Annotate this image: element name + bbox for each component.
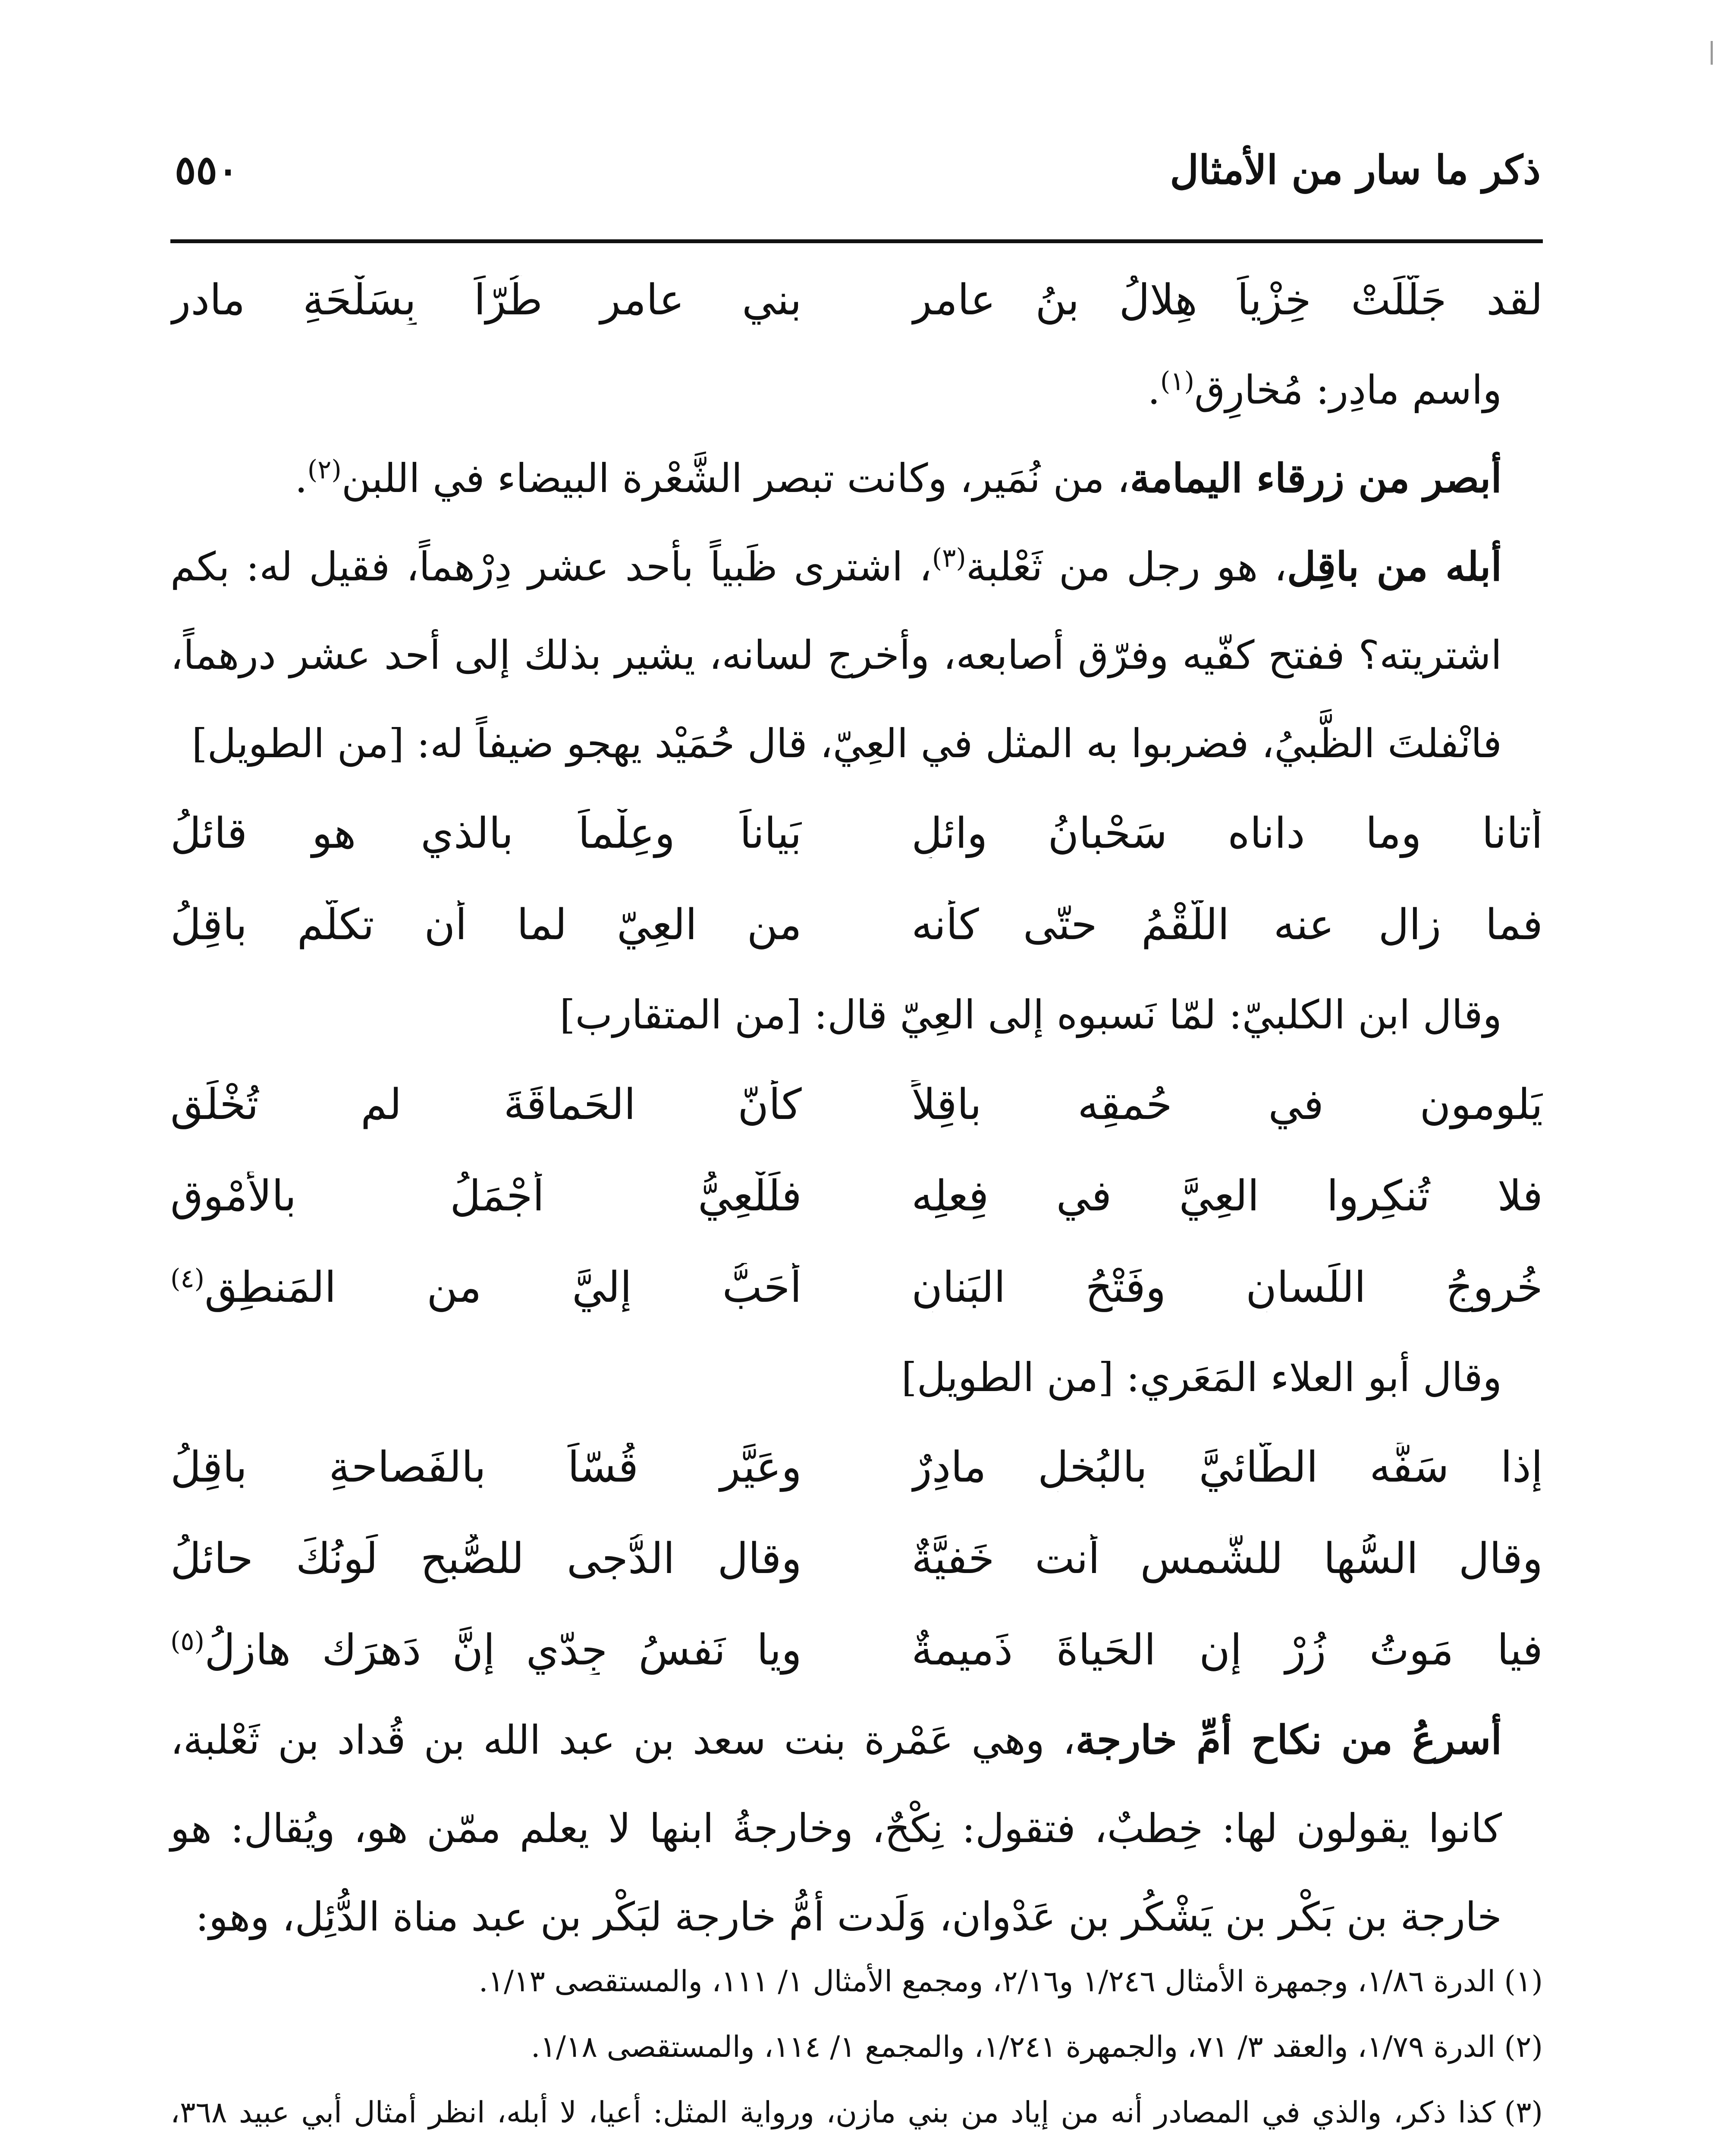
verse-line [170, 1604, 1543, 1696]
verse-second-hemistich: بَياناً وعِلْماً بالذي هو قائلُ [170, 809, 802, 858]
verse-first-hemistich: فيا مَوتُ زُرْ إن الحَياةَ ذَميمةٌ [911, 1626, 1543, 1675]
proverb-heading: أبله من باقِل [1287, 543, 1502, 590]
verse-first-hemistich: لقد جَلَّلَتْ خِزْياً هِلالُ بنُ عامرٍ [911, 276, 1543, 325]
paragraph-maarri: وقال أبو العلاء المَعَري: [من الطويل] [901, 1354, 1502, 1401]
footnote-number: (١) [1504, 1965, 1543, 1999]
footnote [170, 1949, 1543, 2015]
footnote-ref: (١) [1160, 366, 1194, 397]
verse-line [170, 1513, 1543, 1604]
verse-first-hemistich: إذا سَفَّه الطّائيَّ بالبُخلِ مادِرٌ [911, 1443, 1543, 1492]
verse-line [170, 788, 1543, 879]
verse-line [170, 1059, 1543, 1150]
paragraph-text: ، من نُمَير، وكانت تبصر الشَّعْرة البيضاء في اللبن [341, 455, 1130, 501]
paragraph-madir [170, 346, 1543, 434]
verse-second-hemistich: بني عامرٍ طُرّاً بِسَلْحَةِ مادرِ [170, 276, 802, 325]
paragraph-text: واسم مادِر: مُخارِق [1194, 367, 1502, 413]
verse-line [170, 879, 1543, 971]
footnote-text: الدرة ١/٧٩، والعقد ٣/ ٧١، والجمهرة ١/٢٤١، والمجمع ١/ ١١٤، والمستقصى ١/١٨. [531, 2030, 1495, 2064]
verse-text: ويا نَفسُ جِدّي إنَّ دَهرَك هازلُ [204, 1626, 802, 1675]
verse-second-hemistich: من العِيّ لما أن تكلَّم باقِلُ [170, 900, 802, 950]
footnotes [170, 1949, 1543, 2156]
paragraph-ibn-kalbi: وقال ابن الكلبيّ: لمّا نَسبوه إلى العِيّ قال: [من المتقارب] [559, 992, 1502, 1038]
page-number: ٥٥٠ [175, 147, 239, 193]
proverb-heading: أبصر من زرقاء اليمامة [1130, 455, 1502, 501]
verse-second-hemistich: وعَيَّر قُسّاً بالفَصاحةِ باقِلُ [170, 1443, 802, 1492]
paragraph-umm-kharija [170, 1696, 1543, 1961]
verse-first-hemistich: فلا تُنكِروا العِيَّ في فِعلِه [911, 1172, 1543, 1221]
verse-line [170, 254, 1543, 346]
verse-second-hemistich: كأنّ الحَماقَةَ لم تُخْلَقِ [170, 1080, 802, 1129]
footnote-text: الدرة ١/٨٦، وجمهرة الأمثال ١/٢٤٦ و٢/١٦، ومجمع الأمثال ١/ ١١١، والمستقصى ١/١٣. [478, 1965, 1495, 1999]
footnote-number: (٣) [1504, 2096, 1543, 2130]
footnote [170, 2015, 1543, 2080]
verse-first-hemistich: خُروجُ اللِّسانِ وفَتْحُ البَنانِ [911, 1263, 1543, 1312]
paragraph-end: . [1147, 367, 1160, 413]
footnote-number: (٢) [1504, 2030, 1543, 2064]
paragraph-end: . [295, 455, 308, 501]
footnote-text: كذا ذكر، والذي في المصادر أنه من إياد من بني مازن، ورواية المثل: أعيا، لا أبله، انظر أمثال أبي عبيد ٣٦٨، [170, 2096, 1495, 2130]
main-text [170, 254, 1543, 1961]
footnote-ref: (٣) [932, 543, 966, 573]
footnote [170, 2080, 1543, 2156]
footnote-ref: (٤) [170, 1263, 205, 1294]
paragraph-zarqa [170, 434, 1543, 523]
verse-second-hemistich: فلَلْعِيُّ أَجْمَلُ بالأَمْوقِ [170, 1172, 802, 1221]
paragraph-text: ، هو رجل من ثَعْلبة [966, 544, 1287, 590]
paragraph-baqil [170, 523, 1543, 788]
verse-line [170, 1422, 1543, 1513]
verse-text: أَحَبُّ إليَّ من المَنطِقِ [204, 1263, 802, 1312]
verse-second-hemistich [170, 1263, 802, 1312]
verse-second-hemistich [170, 1626, 802, 1675]
paragraph-text: ، وهي عَمْرة بنت سعد بن عبد الله بن قُداد بن ثَعْلبة، كانوا يقولون لها: خِطبٌ، فتقول: نِكْحٌ، وخارجةُ ابنها لا يعلم ممّن هو، ويُقال: هو خارجة بن بَكْر بن يَشْكُر بن عَدْوان، وَلَدت أمُّ خارجة لبَكْر بن عبد مناة الدُّئِل، وهو: [170, 1717, 1502, 1940]
footnote-ref: (٥) [170, 1626, 205, 1657]
scan-edge-mark [1711, 41, 1713, 65]
verse-line [170, 1242, 1543, 1333]
verse-first-hemistich: يَلومون في حُمقِه باقِلاً [911, 1080, 1543, 1129]
header-rule [170, 239, 1543, 243]
verse-first-hemistich: فما زال عنه اللُّقْمُ حتّى كأنه [911, 900, 1543, 950]
verse-second-hemistich: وقال الدُّجى للصُّبح لَونُكَ حائلُ [170, 1534, 802, 1583]
paragraph-text-continued: ، اشترى ظَبياً بأحد عشر دِرْهماً، فقيل له: بكم اشتريته؟ ففتح كفّيه وفرّق أصابعه، وأخرج لسانه، يشير بذلك إلى أحد عشر درهماً، فانْفلتَ الظَّبيُ، فضربوا به المثل في العِيّ، قال حُمَيْد يهجو ضيفاً له: [من الطويل] [170, 544, 1502, 767]
verse-first-hemistich: وقال السُّها للشَّمسِ أنت خَفيَّةٌ [911, 1534, 1543, 1583]
footnote-ref: (٢) [307, 454, 342, 485]
verse-first-hemistich: أتانا وما داناه سَحْبانُ وائلٍ [911, 809, 1543, 858]
proverb-heading: أسرعُ من نكاح أمِّ خارجة [1075, 1717, 1502, 1763]
verse-line [170, 1150, 1543, 1242]
page-header [175, 142, 1541, 203]
running-title: ذكر ما سار من الأمثال [1170, 147, 1541, 193]
